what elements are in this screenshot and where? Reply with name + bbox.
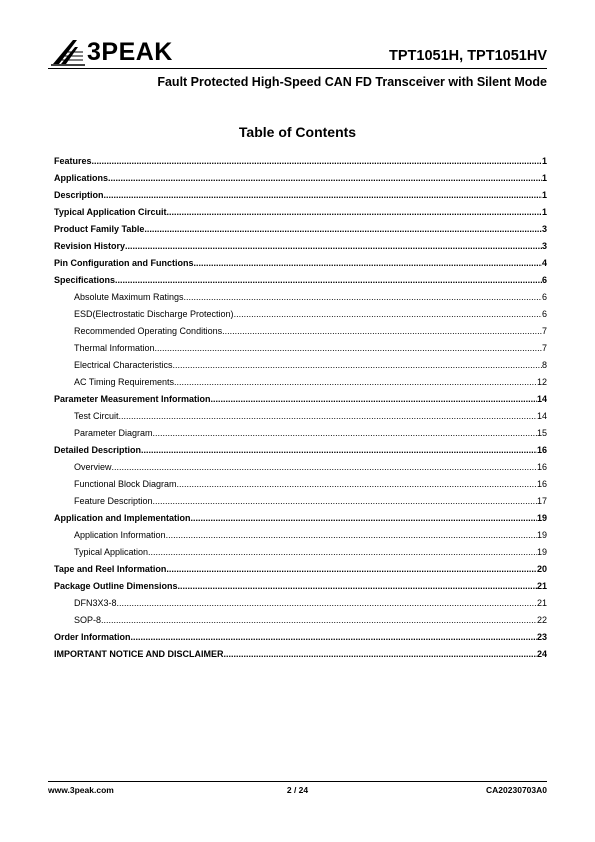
toc-leader-dots (234, 306, 542, 323)
toc-entry-label: SOP-8 (74, 615, 102, 625)
toc-leader-dots (167, 204, 542, 221)
toc-entry-page: 20 (536, 564, 547, 574)
toc-entry-label: Pin Configuration and Functions (54, 258, 194, 268)
toc-entry[interactable] (54, 425, 547, 442)
toc-entry-label: Package Outline Dimensions (54, 581, 178, 591)
toc-entry-page: 17 (536, 496, 547, 506)
toc-entry-page: 4 (541, 258, 547, 268)
toc-entry[interactable] (54, 374, 547, 391)
toc-entry-label: Specifications (54, 275, 116, 285)
toc-entry-label: Description (54, 190, 104, 200)
toc-entry-page: 19 (536, 513, 547, 523)
toc-entry[interactable] (54, 306, 547, 323)
toc-entry-label: Feature Description (74, 496, 153, 506)
toc-entry-label: Typical Application (74, 547, 149, 557)
toc-entry[interactable] (54, 595, 547, 612)
toc-entry-page: 21 (536, 581, 547, 591)
toc-leader-dots (166, 561, 537, 578)
toc-leader-dots (141, 442, 537, 459)
toc-entry-label: AC Timing Requirements (74, 377, 175, 387)
toc-entry[interactable] (54, 561, 547, 578)
toc-entry[interactable] (54, 476, 547, 493)
toc-entry-page: 24 (536, 649, 547, 659)
toc-leader-dots (194, 255, 542, 272)
3peak-logo-icon (51, 38, 85, 66)
toc-entry-label: Applications (54, 173, 109, 183)
toc-entry[interactable] (54, 187, 547, 204)
toc-entry[interactable] (54, 357, 547, 374)
toc-leader-dots (166, 527, 537, 544)
toc-leader-dots (92, 153, 542, 170)
toc-entry-label: IMPORTANT NOTICE AND DISCLAIMER (54, 649, 224, 659)
table-of-contents (54, 153, 547, 663)
toc-leader-dots (224, 646, 537, 663)
toc-leader-dots (173, 357, 542, 374)
toc-entry-label: Order Information (54, 632, 131, 642)
toc-entry[interactable] (54, 272, 547, 289)
toc-entry[interactable] (54, 459, 547, 476)
toc-entry-label: Tape and Reel Information (54, 564, 167, 574)
toc-entry-page: 1 (541, 156, 547, 166)
toc-entry-page: 14 (536, 411, 547, 421)
toc-entry[interactable] (54, 544, 547, 561)
toc-entry-page: 7 (541, 343, 547, 353)
toc-entry-page: 22 (536, 615, 547, 625)
company-logo (51, 37, 173, 67)
toc-entry-page: 21 (536, 598, 547, 608)
part-numbers: TPT1051H, TPT1051HV (389, 48, 547, 64)
toc-entry-label: Parameter Measurement Information (54, 394, 211, 404)
toc-entry-label: Application and Implementation (54, 513, 191, 523)
header-rule (48, 68, 547, 69)
toc-entry-label: ESD(Electrostatic Discharge Protection) (74, 309, 234, 319)
footer-page-indicator: 2 / 24 (286, 785, 309, 795)
toc-entry[interactable] (54, 289, 547, 306)
toc-entry[interactable] (54, 170, 547, 187)
footer-rule (48, 781, 547, 782)
toc-leader-dots (117, 595, 537, 612)
toc-entry[interactable] (54, 612, 547, 629)
toc-entry-label: Application Information (74, 530, 166, 540)
toc-entry[interactable] (54, 323, 547, 340)
toc-leader-dots (131, 629, 537, 646)
toc-entry-page: 1 (541, 173, 547, 183)
toc-entry-page: 19 (536, 547, 547, 557)
toc-entry-page: 16 (536, 479, 547, 489)
toc-leader-dots (222, 323, 542, 340)
toc-entry-page: 14 (536, 394, 547, 404)
toc-leader-dots (115, 272, 542, 289)
toc-entry-label: Overview (74, 462, 112, 472)
toc-entry[interactable] (54, 527, 547, 544)
toc-entry[interactable] (54, 221, 547, 238)
toc-entry-page: 3 (541, 241, 547, 251)
toc-entry-label: Absolute Maximum Ratings (74, 292, 184, 302)
toc-entry-label: Electrical Characteristics (74, 360, 173, 370)
toc-leader-dots (153, 425, 537, 442)
toc-entry[interactable] (54, 391, 547, 408)
toc-entry[interactable] (54, 578, 547, 595)
toc-entry-label: Functional Block Diagram (74, 479, 177, 489)
toc-entry-page: 3 (541, 224, 547, 234)
toc-title: Table of Contents (238, 124, 357, 140)
toc-entry[interactable] (54, 238, 547, 255)
logo-wordmark: 3PEAK (87, 38, 173, 66)
toc-leader-dots (184, 289, 542, 306)
document-subtitle: Fault Protected High-Speed CAN FD Transceiver with Silent Mode (157, 75, 547, 89)
toc-entry-page: 6 (541, 309, 547, 319)
toc-leader-dots (104, 187, 542, 204)
toc-entry[interactable] (54, 510, 547, 527)
toc-leader-dots (155, 340, 542, 357)
toc-entry-page: 16 (536, 462, 547, 472)
toc-entry[interactable] (54, 493, 547, 510)
toc-leader-dots (153, 493, 537, 510)
toc-entry-page: 1 (541, 190, 547, 200)
toc-entry[interactable] (54, 442, 547, 459)
toc-leader-dots (211, 391, 537, 408)
toc-entry-page: 6 (541, 292, 547, 302)
toc-entry-label: Revision History (54, 241, 126, 251)
toc-entry[interactable] (54, 204, 547, 221)
toc-entry[interactable] (54, 629, 547, 646)
toc-leader-dots (178, 578, 537, 595)
toc-entry-label: Detailed Description (54, 445, 142, 455)
toc-entry-page: 6 (541, 275, 547, 285)
toc-leader-dots (191, 510, 537, 527)
toc-entry[interactable] (54, 255, 547, 272)
toc-entry-label: Recommended Operating Conditions (74, 326, 223, 336)
toc-entry-label: Test Circuit (74, 411, 119, 421)
toc-leader-dots (119, 408, 537, 425)
toc-leader-dots (108, 170, 542, 187)
toc-entry[interactable] (54, 340, 547, 357)
toc-leader-dots (125, 238, 542, 255)
footer-doc-code: CA20230703A0 (486, 785, 547, 795)
toc-entry[interactable] (54, 646, 547, 663)
toc-entry-page: 8 (541, 360, 547, 370)
toc-leader-dots (177, 476, 537, 493)
toc-entry-page: 15 (536, 428, 547, 438)
toc-entry-label: Parameter Diagram (74, 428, 153, 438)
toc-leader-dots (174, 374, 537, 391)
toc-entry[interactable] (54, 153, 547, 170)
toc-leader-dots (101, 612, 537, 629)
toc-entry[interactable] (54, 408, 547, 425)
toc-entry-page: 16 (536, 445, 547, 455)
footer-website[interactable]: www.3peak.com (48, 785, 114, 795)
toc-entry-label: Product Family Table (54, 224, 145, 234)
toc-entry-page: 1 (541, 207, 547, 217)
toc-entry-label: DFN3X3-8 (74, 598, 117, 608)
toc-entry-page: 7 (541, 326, 547, 336)
toc-leader-dots (112, 459, 537, 476)
toc-entry-label: Typical Application Circuit (54, 207, 167, 217)
toc-entry-label: Thermal Information (74, 343, 155, 353)
toc-leader-dots (148, 544, 537, 561)
toc-entry-page: 12 (536, 377, 547, 387)
toc-entry-page: 23 (536, 632, 547, 642)
toc-entry-label: Features (54, 156, 92, 166)
toc-entry-page: 19 (536, 530, 547, 540)
toc-leader-dots (144, 221, 542, 238)
